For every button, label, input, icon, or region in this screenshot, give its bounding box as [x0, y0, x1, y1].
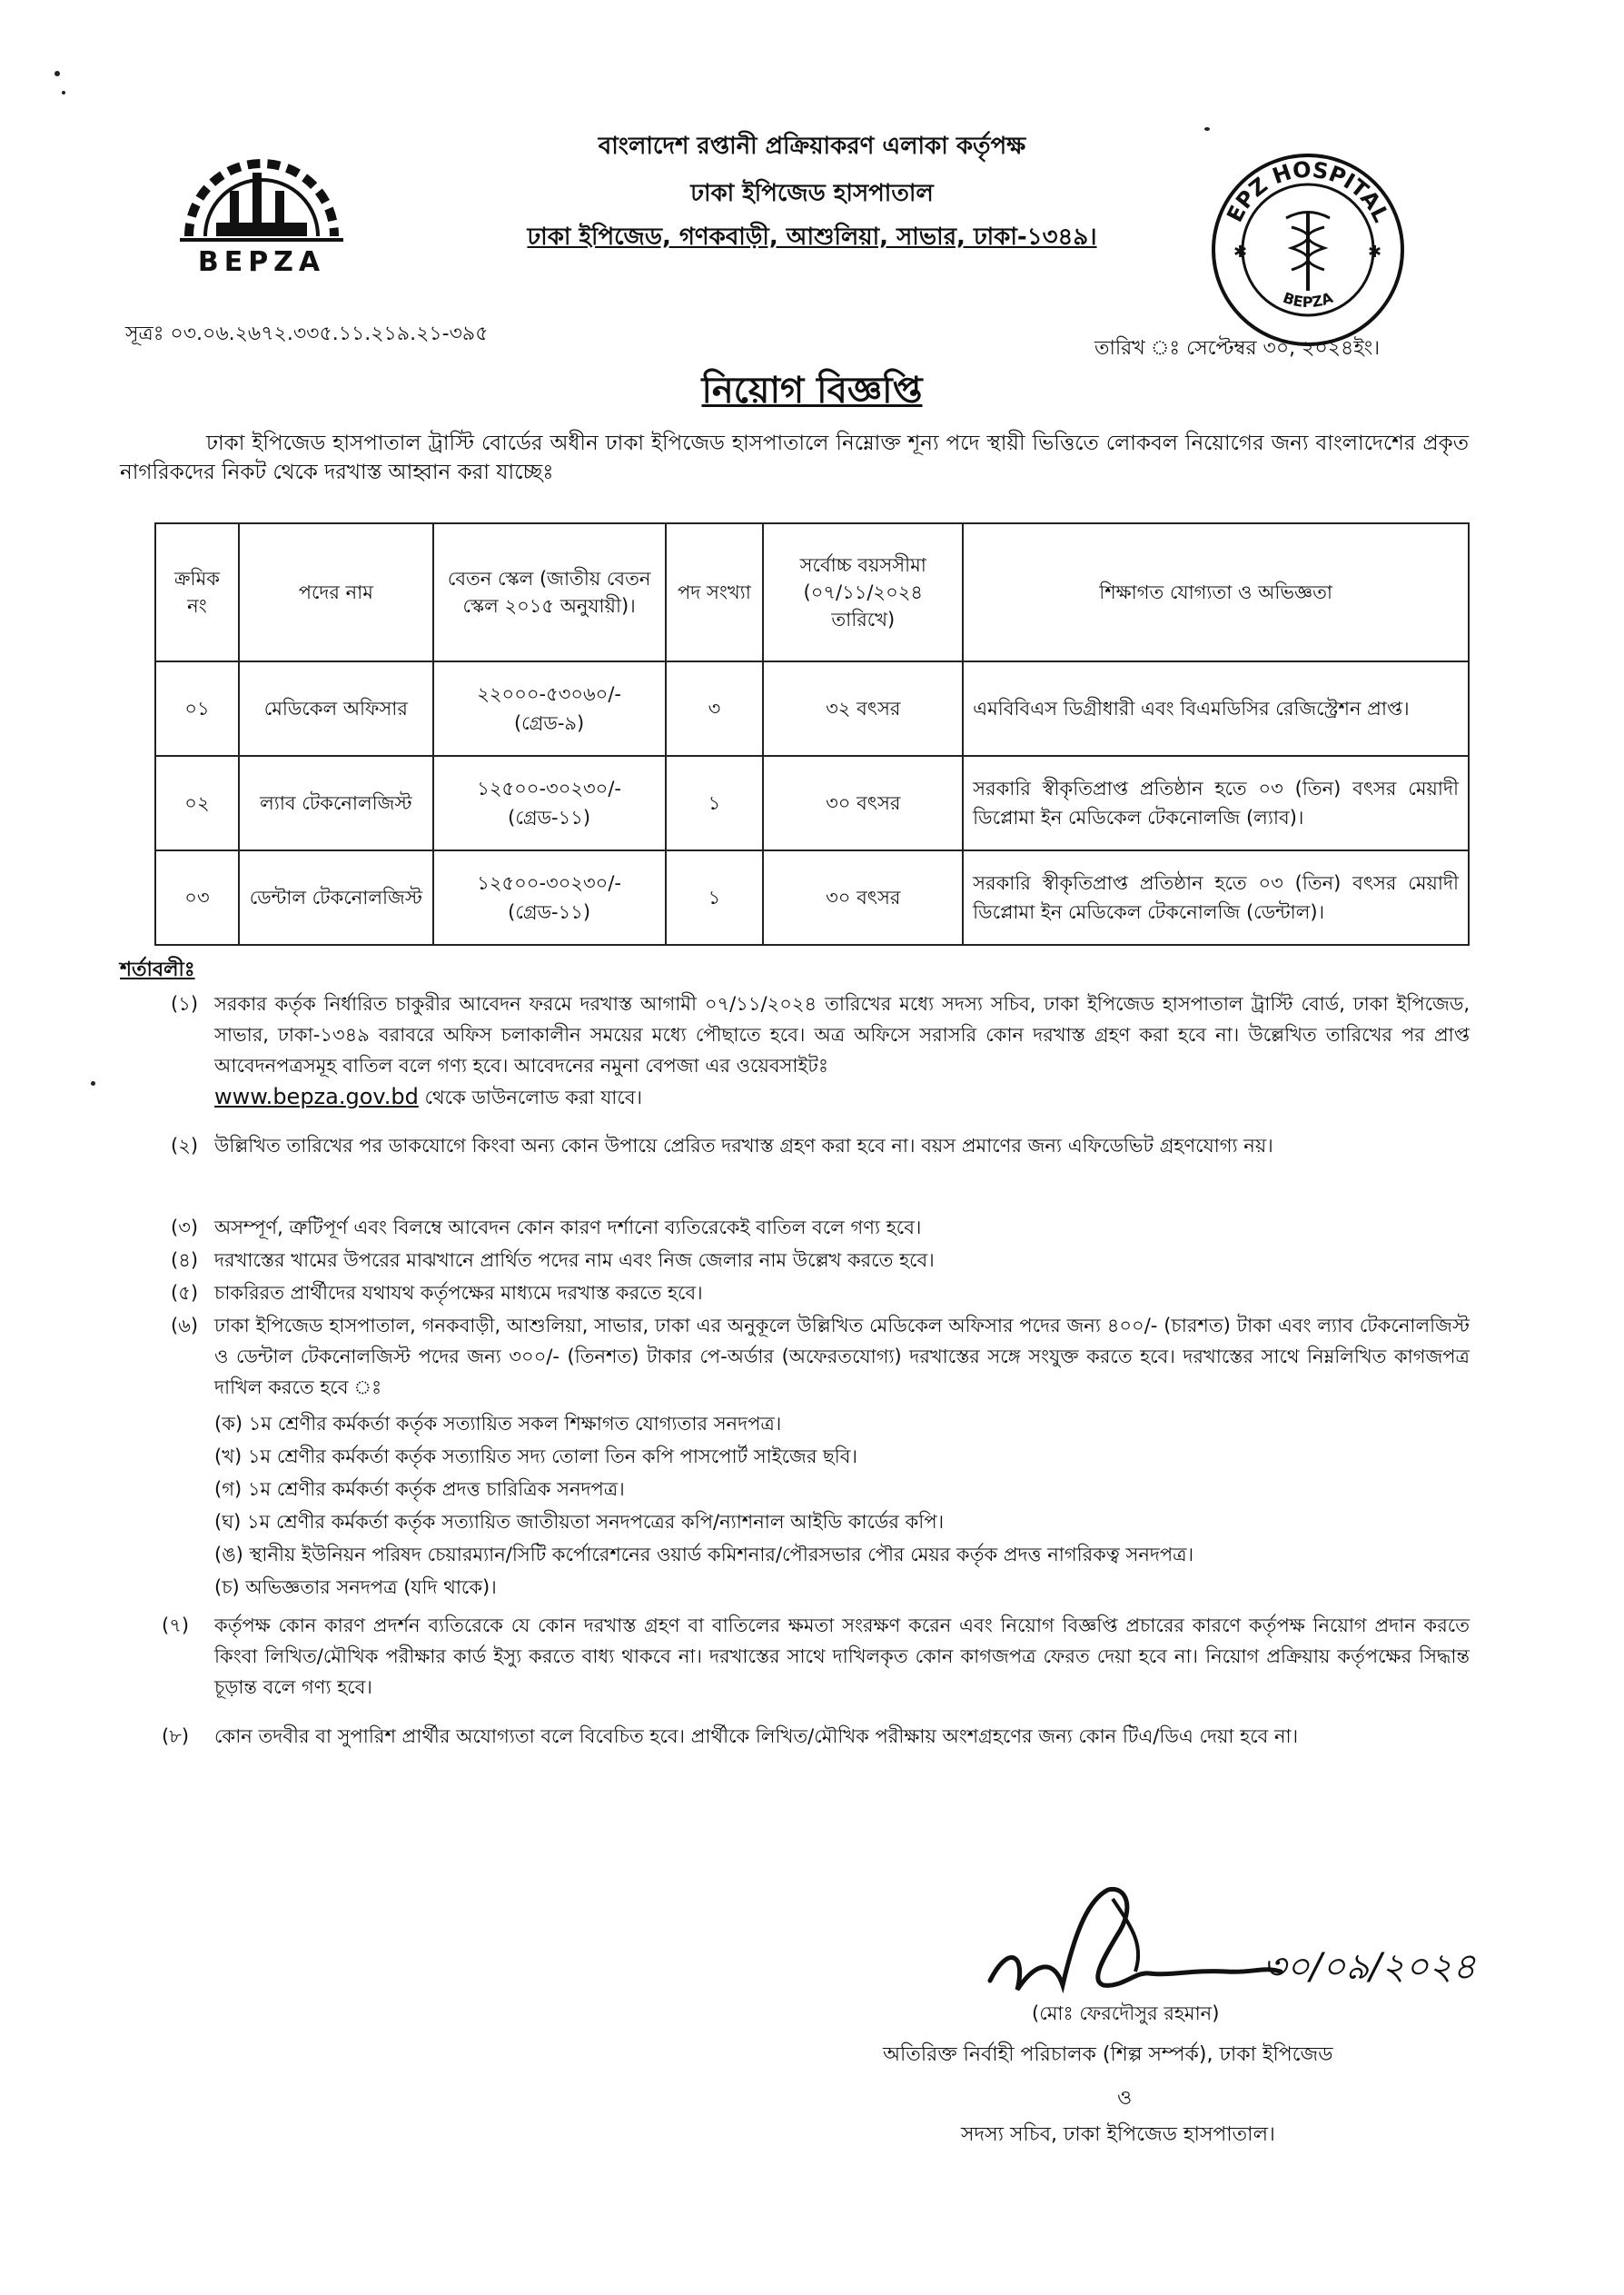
cell-count: ১	[666, 756, 764, 850]
cell-scale	[433, 661, 666, 756]
term-4: দরখাস্তের খামের উপরের মাঝখানে প্রার্থিত পদের নাম এবং নিজ জেলার নাম উল্লেখ করতে হবে।	[214, 1249, 935, 1271]
svg-text:✱: ✱	[1368, 243, 1382, 262]
col-header-post: পদের নাম	[239, 523, 433, 661]
table-row	[155, 756, 1469, 850]
seal-bottom-text: BEPZA	[1281, 288, 1335, 312]
signatory-designation-2: সদস্য সচিব, ঢাকা ইপিজেড হাসপাতাল।	[961, 2123, 1275, 2146]
signatory-designation-1: অতিরিক্ত নির্বাহী পরিচালক (শিল্প সম্পর্ক), ঢাকা ইপিজেড	[883, 2043, 1333, 2066]
terms-heading: শর্তাবলীঃ	[120, 959, 195, 981]
term-7: কর্তৃপক্ষ কোন কারণ প্রদর্শন ব্যতিরেকে যে কোন দরখাস্ত গ্রহণ বা বাতিলের ক্ষমতা সংরক্ষণ করেন এবং নিয়োগ বিজ্ঞপ্তি প্রচারের কারণে কর্তৃপক্ষ নিয়োগ প্রদান করতে কিংবা লিখিত/মৌখিক পরীক্ষার কার্ড ইস্যু করতে বাধ্য থাকবে না। দরখাস্তের সাথে দাখিলকৃত কোন কাগজপত্র ফেরত দেয়া হবে না। নিয়োগ প্রক্রিয়ায় কর্তৃপক্ষের সিদ্ধান্ত চূড়ান্ত বলে গণ্য হবে।	[214, 1614, 1470, 1698]
term-number: (১)	[171, 993, 199, 1015]
scale-value: ১২৫০০-৩০২৩০/-	[477, 872, 621, 894]
hospital-address: ঢাকা ইপিজেড, গণকবাড়ী, আশুলিয়া, সাভার, ঢাকা-১৩৪৯।	[527, 224, 1097, 251]
hospital-name: ঢাকা ইপিজেড হাসপাতাল	[690, 180, 934, 207]
scan-speck	[62, 91, 65, 94]
term-number: (৪)	[171, 1249, 199, 1271]
term-3: অসম্পূর্ণ, ত্রুটিপূর্ণ এবং বিলম্বে আবেদন কোন কারণ দর্শানো ব্যতিরেকেই বাতিল বলে গণ্য হবে।	[214, 1217, 922, 1238]
memo-number: সূত্রঃ ০৩.০৬.২৬৭২.৩৩৫.১১.২১৯.২১-৩৯৫	[125, 323, 489, 345]
scan-speck	[54, 71, 60, 76]
page-title	[0, 362, 1624, 422]
svg-text:BEPZA	[1281, 289, 1336, 311]
grade-value: (গ্রেড-১১)	[508, 807, 591, 829]
vacancy-table	[154, 522, 1470, 946]
col-header-serial: ক্রমিক নং	[155, 523, 239, 661]
col-header-scale: বেতন স্কেল (জাতীয় বেতন স্কেল ২০১৫ অনুযায়ী)।	[433, 523, 666, 661]
table-row	[155, 661, 1469, 756]
scale-value: ২২০০০-৫৩০৬০/-	[477, 683, 621, 705]
bepza-logo-text: BEPZA	[197, 246, 326, 278]
table-row	[155, 850, 1469, 945]
handwritten-signature	[954, 1872, 1480, 2017]
col-header-age: সর্বোচ্চ বয়সসীমা (০৭/১১/২০২৪ তারিখে)	[763, 523, 963, 661]
term-2: উল্লিখিত তারিখের পর ডাকযোগে কিংবা অন্য কোন উপায়ে প্রেরিত দরখাস্ত গ্রহণ করা হবে না। বয়স প্রমাণের জন্য এফিডেভিট গ্রহণযোগ্য নয়।	[214, 1135, 1273, 1157]
term-number: (৭)	[162, 1614, 190, 1636]
term-number: (৬)	[171, 1315, 199, 1336]
term-number: (২)	[171, 1135, 199, 1157]
col-header-count: পদ সংখ্যা	[666, 523, 764, 661]
term-6-subitem: (খ) ১ম শ্রেণীর কর্মকর্তা কর্তৃক সত্যায়িত সদ্য তোলা তিন কপি পাসপোর্ট সাইজের ছবি।	[214, 1446, 857, 1467]
cell-serial: ০৩	[155, 850, 239, 945]
grade-value: (গ্রেড-৯)	[513, 712, 585, 734]
svg-text:✱: ✱	[1233, 243, 1248, 262]
term-6-subitem: (ক) ১ম শ্রেণীর কর্মকর্তা কর্তৃক সত্যায়িত সকল শিক্ষাগত যোগ্যতার সনদপত্র।	[214, 1413, 782, 1435]
signature-date: ৩০/০৯/২০২৪	[1263, 1946, 1476, 1988]
cell-post: মেডিকেল অফিসার	[239, 661, 433, 756]
scan-speck	[91, 1081, 95, 1086]
org-name: বাংলাদেশ রপ্তানী প্রক্রিয়াকরণ এলাকা কর্তৃপক্ষ	[598, 133, 1026, 160]
cell-qualification: সরকারি স্বীকৃতিপ্রাপ্ত প্রতিষ্ঠান হতে ০৩ (তিন) বৎসর মেয়াদী ডিপ্লোমা ইন মেডিকেল টেকনোলজি (ল্যাব)।	[963, 756, 1469, 850]
term-6-subitem: (চ) অভিজ্ঞতার সনদপত্র (যদি থাকে)।	[214, 1576, 497, 1598]
term-number: (৩)	[171, 1217, 199, 1238]
cell-count: ৩	[666, 661, 764, 756]
signatory-and: ও	[1117, 2087, 1133, 2110]
epz-hospital-seal	[1208, 150, 1408, 350]
col-header-qualification: শিক্ষাগত যোগ্যতা ও অভিজ্ঞতা	[963, 523, 1469, 661]
term-6-subitem: (ঙ) স্থানীয় ইউনিয়ন পরিষদ চেয়ারম্যান/সিটি কর্পোরেশনের ওয়ার্ড কমিশনার/পৌরসভার পৌর মেয়র কর্তৃক প্রদত্ত নাগরিকত্ব সনদপত্র।	[214, 1544, 1194, 1565]
cell-qualification: এমবিবিএস ডিগ্রীধারী এবং বিএমডিসির রেজিস্ট্রেশন প্রাপ্ত।	[963, 661, 1469, 756]
intro-paragraph: ঢাকা ইপিজেড হাসপাতাল ট্রাস্টি বোর্ডের অধীন ঢাকা ইপিজেড হাসপাতালে নিম্নোক্ত শূন্য পদে স্থায়ী ভিত্তিতে লোকবল নিয়োগের জন্য বাংলাদেশের প্রকৃত নাগরিকদের নিকট থেকে দরখাস্ত আহ্বান করা যাচ্ছেঃ	[120, 432, 1469, 484]
term-6-subitem: (ঘ) ১ম শ্রেণীর কর্মকর্তা কর্তৃক সত্যায়িত জাতীয়তা সনদপত্রের কপি/ন্যাশনাল আইডি কার্ডের কপি।	[214, 1511, 945, 1533]
scale-value: ১২৫০০-৩০২৩০/-	[477, 778, 621, 800]
issue-date: তারিখ ঃ সেপ্টেম্বর ৩০, ২০২৪ইং।	[1094, 337, 1381, 360]
cell-age: ৩০ বৎসর	[763, 756, 963, 850]
cell-age: ৩০ বৎসর	[763, 850, 963, 945]
seal-top-text: EPZ HOSPITAL	[1222, 156, 1394, 226]
bepza-website-link[interactable]: www.bepza.gov.bd	[214, 1084, 419, 1109]
term-number: (৮)	[162, 1725, 190, 1747]
cell-serial: ০১	[155, 661, 239, 756]
table-header-row	[155, 523, 1469, 661]
term-number: (৫)	[171, 1282, 199, 1304]
term-1-text: সরকার কর্তৃক নির্ধারিত চাকুরীর আবেদন ফরমে দরখাস্ত আগামী ০৭/১১/২০২৪ তারিখের মধ্যে সদস্য সচিব, ঢাকা ইপিজেড হাসপাতাল ট্রাস্টি বোর্ড, ঢাকা ইপিজেড, সাভার, ঢাকা-১৩৪৯ বরাবরে অফিস চলাকালীন সময়ের মধ্যে পৌছাতে হবে। অত্র অফিসে সরাসরি কোন দরখাস্ত গ্রহণ করা হবে না। উল্লেখিত তারিখের পর প্রাপ্ত আবেদনপত্রসমূহ বাতিল বলে গণ্য হবে। আবেদনের নমুনা বেপজা এর ওয়েবসাইটঃ	[214, 993, 1470, 1077]
term-1-text-after: থেকে ডাউনলোড করা যাবে।	[418, 1087, 643, 1108]
cell-count: ১	[666, 850, 764, 945]
cell-qualification: সরকারি স্বীকৃতিপ্রাপ্ত প্রতিষ্ঠান হতে ০৩ (তিন) বৎসর মেয়াদী ডিপ্লোমা ইন মেডিকেল টেকনোলজি (ডেন্টাল)।	[963, 850, 1469, 945]
page-title-text: নিয়োগ বিজ্ঞপ্তি	[701, 370, 923, 412]
term-8: কোন তদবীর বা সুপারিশ প্রার্থীর অযোগ্যতা বলে বিবেচিত হবে। প্রার্থীকে লিখিত/মৌখিক পরীক্ষায় অংশগ্রহণের জন্য কোন টিএ/ডিএ দেয়া হবে না।	[214, 1725, 1299, 1747]
term-1	[214, 989, 1470, 1113]
cell-serial: ০২	[155, 756, 239, 850]
cell-post: ল্যাব টেকনোলজিস্ট	[239, 756, 433, 850]
term-6: ঢাকা ইপিজেড হাসপাতাল, গনকবাড়ী, আশুলিয়া, সাভার, ঢাকা এর অনুকূলে উল্লিখিত মেডিকেল অফিসার পদের জন্য ৪০০/- (চারশত) টাকা এবং ল্যাব টেকনোলজিস্ট ও ডেন্টাল টেকনোলজিস্ট পদের জন্য ৩০০/- (তিনশত) টাকার পে-অর্ডার (অফেরতযোগ্য) দরখাস্তের সঙ্গে সংযুক্ত করতে হবে। দরখাস্তের সাথে নিম্নলিখিত কাগজপত্র দাখিল করতে হবে ঃ	[214, 1315, 1470, 1398]
cell-scale	[433, 756, 666, 850]
cell-age: ৩২ বৎসর	[763, 661, 963, 756]
signatory-name: (মোঃ ফেরদৌসুর রহমান)	[1032, 2002, 1220, 2024]
term-6-subitem: (গ) ১ম শ্রেণীর কর্মকর্তা কর্তৃক প্রদত্ত চারিত্রিক সনদপত্র।	[214, 1478, 625, 1500]
cell-scale	[433, 850, 666, 945]
term-5: চাকরিরত প্রার্থীদের যথাযথ কর্তৃপক্ষের মাধ্যমে দরখাস্ত করতে হবে।	[214, 1282, 703, 1304]
grade-value: (গ্রেড-১১)	[508, 901, 591, 923]
cell-post: ডেন্টাল টেকনোলজিস্ট	[239, 850, 433, 945]
